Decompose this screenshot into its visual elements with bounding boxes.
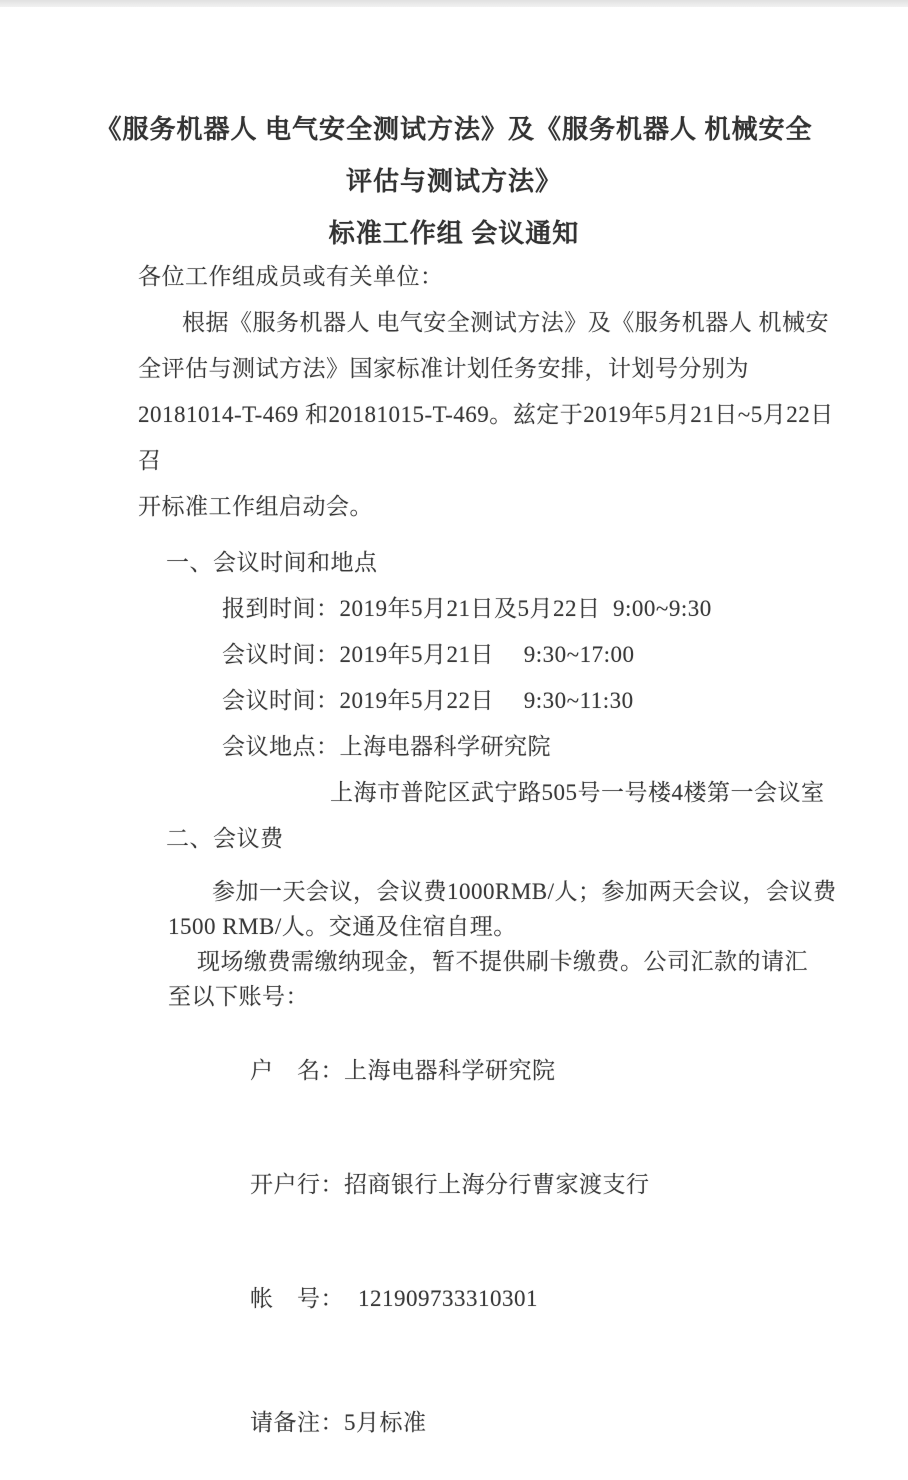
meeting-place-line: 会议地点：上海电器科学研究院 xyxy=(222,734,551,759)
account-number-label: 帐 号： xyxy=(250,1286,344,1311)
meeting-address-line: 上海市普陀区武宁路505号一号楼4楼第一会议室 xyxy=(330,780,825,805)
section-meeting-fee xyxy=(138,816,848,1480)
account-name-row xyxy=(138,1014,848,1128)
salutation: 各位工作组成员或有关单位： xyxy=(138,264,444,289)
payment-line: 至以下账号： xyxy=(168,984,309,1009)
meeting-time-day2-line: 会议时间：2019年5月22日 9:30~11:30 xyxy=(222,688,634,713)
section-1-heading: 一、会议时间和地点 xyxy=(166,550,378,575)
meeting-time-day1-line: 会议时间：2019年5月21日 9:30~17:00 xyxy=(222,642,635,667)
intro-paragraph xyxy=(138,300,848,530)
fee-line: 参加一天会议，会议费1000RMB/人；参加两天会议，会议费 xyxy=(212,879,837,904)
account-bank-row xyxy=(138,1128,848,1242)
payment-line: 现场缴费需缴纳现金，暂不提供刷卡缴费。公司汇款的请汇 xyxy=(197,949,808,974)
remark-row xyxy=(138,1366,848,1480)
document-body xyxy=(0,254,908,1480)
account-name-value: 上海电器科学研究院 xyxy=(344,1058,556,1083)
meeting-notice-subtitle: 标准工作组 会议通知 xyxy=(328,219,580,248)
account-number-value: 121909733310301 xyxy=(358,1286,538,1311)
account-bank-label: 开户行： xyxy=(250,1172,344,1197)
remark-value: 5月标准 xyxy=(344,1410,427,1435)
account-number-row xyxy=(138,1242,848,1356)
account-name-label: 户 名： xyxy=(250,1058,344,1083)
registration-time-line: 报到时间：2019年5月21日及5月22日 9:00~9:30 xyxy=(222,596,712,621)
account-bank-value: 招商银行上海分行曹家渡支行 xyxy=(344,1172,650,1197)
document-title-line-2: 评估与测试方法》 xyxy=(345,167,562,196)
document-title-line-1: 《服务机器人 电气安全测试方法》及《服务机器人 机械安全 xyxy=(95,115,813,144)
section-2-heading: 二、会议费 xyxy=(166,826,284,851)
remark-label: 请备注： xyxy=(250,1410,344,1435)
intro-line: 全评估与测试方法》国家标准计划任务安排，计划号分别为 xyxy=(138,356,749,381)
intro-line: 开标准工作组启动会。 xyxy=(138,494,373,519)
intro-line: 根据《服务机器人 电气安全测试方法》及《服务机器人 机械安 xyxy=(182,310,829,335)
intro-line: 20181014-T-469 和20181015-T-469。兹定于2019年5月21日~5月22日召 xyxy=(138,402,834,473)
fee-line: 1500 RMB/人。交通及住宿自理。 xyxy=(168,914,517,939)
section-meeting-time-place xyxy=(138,540,848,816)
top-edge-bar xyxy=(0,0,908,7)
document-title-block xyxy=(0,0,908,260)
